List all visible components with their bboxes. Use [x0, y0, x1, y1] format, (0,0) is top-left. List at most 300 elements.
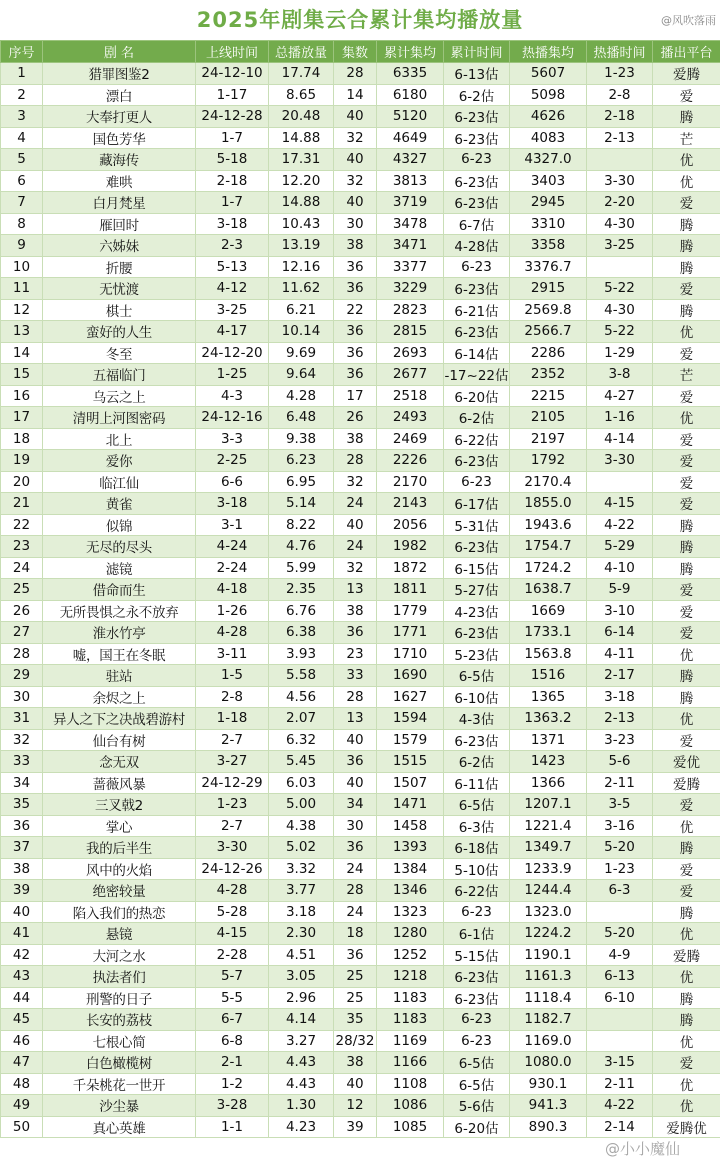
- col-cumulative-avg-cell: 2226: [377, 450, 444, 472]
- col-peak-time-cell: 4-30: [587, 213, 653, 235]
- col-cumulative-time-cell: 6-15估: [444, 557, 510, 579]
- col-title-cell: 真心英雄: [43, 1116, 196, 1138]
- col-cumulative-time-cell: 6-23: [444, 901, 510, 923]
- col-episodes-cell: 24: [334, 536, 377, 558]
- table-row: [1, 407, 720, 429]
- col-peak-time-cell: 1-23: [587, 858, 653, 880]
- col-rank-cell: 8: [1, 213, 43, 235]
- col-release-date-cell: 2-1: [196, 1052, 269, 1074]
- col-cumulative-avg-cell: 2493: [377, 407, 444, 429]
- col-peak-avg-cell: 1161.3: [510, 966, 587, 988]
- col-total-views-cell: 20.48: [269, 106, 334, 128]
- col-episodes-cell: 28: [334, 63, 377, 85]
- col-cumulative-time-cell: 5-10估: [444, 858, 510, 880]
- col-total-views-cell: 17.31: [269, 149, 334, 171]
- col-rank-cell: 22: [1, 514, 43, 536]
- table-row: [1, 987, 720, 1009]
- col-cumulative-time-cell: 6-23: [444, 1009, 510, 1031]
- col-peak-time-cell: 1-29: [587, 342, 653, 364]
- col-total-views-cell: 4.43: [269, 1073, 334, 1095]
- col-title-cell: 雁回时: [43, 213, 196, 235]
- col-peak-avg-cell: 1366: [510, 772, 587, 794]
- col-episodes-cell: 32: [334, 557, 377, 579]
- col-peak-time-cell: 5-20: [587, 923, 653, 945]
- table-row: [1, 772, 720, 794]
- col-cumulative-time-cell: 6-23: [444, 1030, 510, 1052]
- col-total-views-cell: 13.19: [269, 235, 334, 257]
- col-peak-time-cell: 2-14: [587, 1116, 653, 1138]
- table-row: [1, 729, 720, 751]
- col-release-date-cell: 6-8: [196, 1030, 269, 1052]
- col-release-date-cell: 3-3: [196, 428, 269, 450]
- col-episodes-cell: 24: [334, 493, 377, 515]
- col-episodes-cell: 40: [334, 729, 377, 751]
- col-episodes-cell: 35: [334, 1009, 377, 1031]
- col-cumulative-avg-cell: 2469: [377, 428, 444, 450]
- col-cumulative-time-cell: 6-23估: [444, 170, 510, 192]
- col-episodes-cell: 28: [334, 686, 377, 708]
- col-rank-cell: 10: [1, 256, 43, 278]
- col-rank-header: 序号: [1, 41, 43, 63]
- col-peak-time-cell: 4-11: [587, 643, 653, 665]
- col-peak-avg-cell: 2915: [510, 278, 587, 300]
- col-rank-cell: 5: [1, 149, 43, 171]
- col-episodes-cell: 12: [334, 1095, 377, 1117]
- table-row: [1, 1116, 720, 1138]
- col-platform-header: 播出平台: [653, 41, 720, 63]
- col-cumulative-time-cell: 6-23估: [444, 127, 510, 149]
- col-episodes-cell: 14: [334, 84, 377, 106]
- col-rank-cell: 16: [1, 385, 43, 407]
- col-cumulative-avg-cell: 2056: [377, 514, 444, 536]
- table-row: [1, 63, 720, 85]
- col-platform-cell: 爱: [653, 192, 720, 214]
- col-platform-cell: 爱: [653, 493, 720, 515]
- col-total-views-cell: 4.76: [269, 536, 334, 558]
- col-peak-avg-cell: 930.1: [510, 1073, 587, 1095]
- table-row: [1, 643, 720, 665]
- col-episodes-cell: 25: [334, 966, 377, 988]
- col-rank-cell: 50: [1, 1116, 43, 1138]
- col-peak-avg-cell: 5607: [510, 63, 587, 85]
- col-title-cell: 无忧渡: [43, 278, 196, 300]
- col-peak-avg-cell: 3310: [510, 213, 587, 235]
- col-rank-cell: 37: [1, 837, 43, 859]
- col-total-views-cell: 4.56: [269, 686, 334, 708]
- col-platform-cell: 爱: [653, 450, 720, 472]
- col-cumulative-time-cell: 5-15估: [444, 944, 510, 966]
- col-episodes-cell: 36: [334, 837, 377, 859]
- col-rank-cell: 2: [1, 84, 43, 106]
- col-cumulative-time-cell: 6-5估: [444, 665, 510, 687]
- col-peak-time-cell: 3-18: [587, 686, 653, 708]
- col-total-views-cell: 2.07: [269, 708, 334, 730]
- col-episodes-cell: 13: [334, 579, 377, 601]
- col-release-date-cell: 4-3: [196, 385, 269, 407]
- table-row: [1, 299, 720, 321]
- col-title-cell: 大奉打更人: [43, 106, 196, 128]
- col-cumulative-avg-cell: 1384: [377, 858, 444, 880]
- col-peak-time-cell: 2-20: [587, 192, 653, 214]
- col-platform-cell: 腾: [653, 213, 720, 235]
- col-cumulative-time-cell: 6-20估: [444, 1116, 510, 1138]
- col-cumulative-avg-cell: 2823: [377, 299, 444, 321]
- col-release-date-cell: 6-7: [196, 1009, 269, 1031]
- col-episodes-cell: 40: [334, 192, 377, 214]
- col-cumulative-time-cell: 6-18估: [444, 837, 510, 859]
- col-rank-cell: 40: [1, 901, 43, 923]
- col-episodes-cell: 40: [334, 106, 377, 128]
- col-total-views-cell: 3.32: [269, 858, 334, 880]
- col-cumulative-time-cell: 6-23估: [444, 106, 510, 128]
- col-platform-cell: 芒: [653, 127, 720, 149]
- col-peak-avg-cell: 4626: [510, 106, 587, 128]
- col-cumulative-time-cell: 4-3估: [444, 708, 510, 730]
- col-platform-cell: 爱腾: [653, 944, 720, 966]
- col-peak-avg-cell: 1182.7: [510, 1009, 587, 1031]
- table-row: [1, 213, 720, 235]
- col-peak-avg-cell: 2197: [510, 428, 587, 450]
- col-release-date-cell: 4-15: [196, 923, 269, 945]
- col-platform-cell: 优: [653, 149, 720, 171]
- col-total-views-cell: 6.23: [269, 450, 334, 472]
- col-cumulative-avg-cell: 1710: [377, 643, 444, 665]
- col-total-views-cell: 6.38: [269, 622, 334, 644]
- col-rank-cell: 25: [1, 579, 43, 601]
- col-total-views-cell: 2.35: [269, 579, 334, 601]
- col-rank-cell: 28: [1, 643, 43, 665]
- col-peak-avg-cell: 2286: [510, 342, 587, 364]
- col-total-views-cell: 2.96: [269, 987, 334, 1009]
- col-cumulative-avg-cell: 1779: [377, 600, 444, 622]
- col-total-views-cell: 6.03: [269, 772, 334, 794]
- col-cumulative-time-header: 累计时间: [444, 41, 510, 63]
- col-episodes-cell: 36: [334, 256, 377, 278]
- col-cumulative-avg-cell: 1183: [377, 1009, 444, 1031]
- col-peak-avg-cell: 4327.0: [510, 149, 587, 171]
- col-rank-cell: 17: [1, 407, 43, 429]
- col-title-cell: 淮水竹亭: [43, 622, 196, 644]
- col-release-date-cell: 3-11: [196, 643, 269, 665]
- col-cumulative-time-cell: 6-14估: [444, 342, 510, 364]
- col-release-date-cell: 1-26: [196, 600, 269, 622]
- table-row: [1, 84, 720, 106]
- col-release-date-cell: 2-8: [196, 686, 269, 708]
- col-release-date-cell: 1-1: [196, 1116, 269, 1138]
- col-total-views-cell: 5.00: [269, 794, 334, 816]
- col-title-cell: 执法者们: [43, 966, 196, 988]
- col-release-date-cell: 4-24: [196, 536, 269, 558]
- col-release-date-cell: 5-7: [196, 966, 269, 988]
- col-total-views-cell: 3.77: [269, 880, 334, 902]
- col-cumulative-avg-cell: 1108: [377, 1073, 444, 1095]
- col-peak-avg-cell: 1423: [510, 751, 587, 773]
- col-release-date-cell: 5-18: [196, 149, 269, 171]
- col-platform-cell: 爱腾: [653, 63, 720, 85]
- col-cumulative-time-cell: 4-23估: [444, 600, 510, 622]
- col-rank-cell: 13: [1, 321, 43, 343]
- table-row: [1, 471, 720, 493]
- table-row: [1, 428, 720, 450]
- col-rank-cell: 26: [1, 600, 43, 622]
- col-rank-cell: 41: [1, 923, 43, 945]
- col-peak-avg-cell: 1080.0: [510, 1052, 587, 1074]
- col-platform-cell: 爱: [653, 794, 720, 816]
- col-peak-time-cell: [587, 471, 653, 493]
- col-episodes-header: 集数: [334, 41, 377, 63]
- col-cumulative-avg-cell: 1218: [377, 966, 444, 988]
- col-cumulative-time-cell: 6-23估: [444, 966, 510, 988]
- col-release-date-cell: 1-23: [196, 794, 269, 816]
- col-peak-avg-cell: 1207.1: [510, 794, 587, 816]
- col-peak-time-cell: 4-30: [587, 299, 653, 321]
- page-title: 2025年剧集云合累计集均播放量: [196, 8, 524, 32]
- table-row: [1, 256, 720, 278]
- col-cumulative-time-cell: -17~22估: [444, 364, 510, 386]
- col-release-date-cell: 3-28: [196, 1095, 269, 1117]
- col-release-date-cell: 1-17: [196, 84, 269, 106]
- col-release-date-cell: 5-5: [196, 987, 269, 1009]
- col-title-cell: 沙尘暴: [43, 1095, 196, 1117]
- col-episodes-cell: 36: [334, 321, 377, 343]
- col-title-cell: 余烬之上: [43, 686, 196, 708]
- col-episodes-cell: 25: [334, 987, 377, 1009]
- col-rank-cell: 42: [1, 944, 43, 966]
- col-cumulative-avg-cell: 1594: [377, 708, 444, 730]
- col-total-views-cell: 6.76: [269, 600, 334, 622]
- col-release-date-cell: 2-25: [196, 450, 269, 472]
- col-title-cell: 我的后半生: [43, 837, 196, 859]
- col-peak-time-cell: 2-17: [587, 665, 653, 687]
- col-episodes-cell: 22: [334, 299, 377, 321]
- col-platform-cell: 优: [653, 966, 720, 988]
- col-cumulative-avg-cell: 3813: [377, 170, 444, 192]
- col-cumulative-avg-cell: 4649: [377, 127, 444, 149]
- col-episodes-cell: 38: [334, 1052, 377, 1074]
- col-title-cell: 刑警的日子: [43, 987, 196, 1009]
- col-total-views-cell: 3.05: [269, 966, 334, 988]
- col-title-cell: 五福临门: [43, 364, 196, 386]
- col-episodes-cell: 28: [334, 450, 377, 472]
- col-total-views-cell: 9.69: [269, 342, 334, 364]
- col-platform-cell: 爱: [653, 428, 720, 450]
- col-episodes-cell: 40: [334, 514, 377, 536]
- col-title-cell: 长安的荔枝: [43, 1009, 196, 1031]
- col-title-cell: 猎罪图鉴2: [43, 63, 196, 85]
- col-release-date-cell: 4-12: [196, 278, 269, 300]
- col-cumulative-avg-cell: 1872: [377, 557, 444, 579]
- col-total-views-cell: 5.45: [269, 751, 334, 773]
- col-cumulative-avg-cell: 1471: [377, 794, 444, 816]
- col-peak-time-cell: 2-13: [587, 127, 653, 149]
- col-episodes-cell: 36: [334, 278, 377, 300]
- col-platform-cell: 爱腾: [653, 772, 720, 794]
- table-row: [1, 385, 720, 407]
- col-rank-cell: 30: [1, 686, 43, 708]
- table-row: [1, 493, 720, 515]
- col-release-date-cell: 3-1: [196, 514, 269, 536]
- col-release-date-cell: 1-7: [196, 127, 269, 149]
- col-title-cell: 白月梵星: [43, 192, 196, 214]
- col-peak-time-cell: 4-27: [587, 385, 653, 407]
- col-title-cell: 乌云之上: [43, 385, 196, 407]
- col-cumulative-time-cell: 6-5估: [444, 794, 510, 816]
- col-total-views-cell: 8.65: [269, 84, 334, 106]
- col-release-date-cell: 3-18: [196, 213, 269, 235]
- col-peak-avg-cell: 1371: [510, 729, 587, 751]
- col-peak-avg-cell: 1563.8: [510, 643, 587, 665]
- col-peak-time-cell: 2-13: [587, 708, 653, 730]
- col-cumulative-time-cell: 6-3估: [444, 815, 510, 837]
- col-rank-cell: 27: [1, 622, 43, 644]
- col-episodes-cell: 36: [334, 342, 377, 364]
- table-row: [1, 514, 720, 536]
- table-row: [1, 1030, 720, 1052]
- col-platform-cell: 爱: [653, 385, 720, 407]
- col-peak-time-cell: 3-10: [587, 600, 653, 622]
- col-cumulative-time-cell: 5-31估: [444, 514, 510, 536]
- col-cumulative-time-cell: 6-23估: [444, 729, 510, 751]
- col-episodes-cell: 23: [334, 643, 377, 665]
- col-peak-time-cell: 4-22: [587, 514, 653, 536]
- col-release-date-cell: 24-12-28: [196, 106, 269, 128]
- col-cumulative-time-cell: 6-5估: [444, 1073, 510, 1095]
- col-platform-cell: 爱: [653, 579, 720, 601]
- col-release-date-header: 上线时间: [196, 41, 269, 63]
- col-title-cell: 国色芳华: [43, 127, 196, 149]
- col-title-cell: 黄雀: [43, 493, 196, 515]
- col-title-cell: 清明上河图密码: [43, 407, 196, 429]
- col-title-cell: 嘘，国王在冬眠: [43, 643, 196, 665]
- col-title-cell: 异人之下之决战碧游村: [43, 708, 196, 730]
- col-peak-time-cell: 4-9: [587, 944, 653, 966]
- col-episodes-cell: 18: [334, 923, 377, 945]
- col-peak-time-cell: 1-23: [587, 63, 653, 85]
- col-title-cell: 漂白: [43, 84, 196, 106]
- col-platform-cell: 爱: [653, 471, 720, 493]
- col-rank-cell: 14: [1, 342, 43, 364]
- col-title-cell: 无尽的尽头: [43, 536, 196, 558]
- col-title-cell: 藏海传: [43, 149, 196, 171]
- col-total-views-cell: 6.48: [269, 407, 334, 429]
- table-row: [1, 944, 720, 966]
- col-episodes-cell: 32: [334, 471, 377, 493]
- col-platform-cell: 优: [653, 815, 720, 837]
- col-peak-avg-cell: 2170.4: [510, 471, 587, 493]
- col-peak-time-cell: 1-16: [587, 407, 653, 429]
- col-rank-cell: 47: [1, 1052, 43, 1074]
- col-cumulative-avg-cell: 2170: [377, 471, 444, 493]
- col-release-date-cell: 24-12-16: [196, 407, 269, 429]
- col-title-cell: 冬至: [43, 342, 196, 364]
- col-peak-avg-cell: 2945: [510, 192, 587, 214]
- col-release-date-cell: 5-13: [196, 256, 269, 278]
- col-peak-avg-cell: 1754.7: [510, 536, 587, 558]
- col-total-views-cell: 12.16: [269, 256, 334, 278]
- table-row: [1, 364, 720, 386]
- col-platform-cell: 爱: [653, 622, 720, 644]
- col-release-date-cell: 2-18: [196, 170, 269, 192]
- col-peak-avg-cell: 1244.4: [510, 880, 587, 902]
- col-platform-cell: 爱: [653, 342, 720, 364]
- col-peak-time-cell: 5-29: [587, 536, 653, 558]
- col-title-cell: 蔷薇风暴: [43, 772, 196, 794]
- col-peak-avg-cell: 5098: [510, 84, 587, 106]
- table-row: [1, 966, 720, 988]
- col-total-views-cell: 5.99: [269, 557, 334, 579]
- col-peak-time-cell: 3-16: [587, 815, 653, 837]
- col-release-date-cell: 24-12-26: [196, 858, 269, 880]
- col-cumulative-avg-cell: 1627: [377, 686, 444, 708]
- table-row: [1, 708, 720, 730]
- col-rank-cell: 1: [1, 63, 43, 85]
- col-release-date-cell: 1-25: [196, 364, 269, 386]
- col-peak-time-cell: 3-8: [587, 364, 653, 386]
- table-row: [1, 622, 720, 644]
- col-peak-time-cell: 2-8: [587, 84, 653, 106]
- col-cumulative-time-cell: 6-22估: [444, 880, 510, 902]
- col-episodes-cell: 38: [334, 235, 377, 257]
- col-platform-cell: 腾: [653, 536, 720, 558]
- col-total-views-cell: 3.27: [269, 1030, 334, 1052]
- col-rank-cell: 31: [1, 708, 43, 730]
- col-episodes-cell: 36: [334, 944, 377, 966]
- col-peak-avg-cell: 3376.7: [510, 256, 587, 278]
- col-cumulative-time-cell: 6-17估: [444, 493, 510, 515]
- col-episodes-cell: 33: [334, 665, 377, 687]
- table-row: [1, 837, 720, 859]
- col-cumulative-time-cell: 6-5估: [444, 1052, 510, 1074]
- col-release-date-cell: 4-28: [196, 880, 269, 902]
- col-episodes-cell: 30: [334, 815, 377, 837]
- table-row: [1, 751, 720, 773]
- col-platform-cell: 优: [653, 923, 720, 945]
- col-release-date-cell: 1-7: [196, 192, 269, 214]
- col-peak-time-cell: 6-13: [587, 966, 653, 988]
- col-cumulative-avg-cell: 6335: [377, 63, 444, 85]
- col-title-cell: 大河之水: [43, 944, 196, 966]
- col-total-views-cell: 9.38: [269, 428, 334, 450]
- col-cumulative-avg-cell: 1579: [377, 729, 444, 751]
- col-cumulative-avg-cell: 1771: [377, 622, 444, 644]
- col-peak-avg-cell: 1118.4: [510, 987, 587, 1009]
- col-title-cell: 滤镜: [43, 557, 196, 579]
- col-platform-cell: 腾: [653, 106, 720, 128]
- table-row: [1, 342, 720, 364]
- col-total-views-cell: 4.28: [269, 385, 334, 407]
- col-title-cell: 绝密较量: [43, 880, 196, 902]
- col-total-views-cell: 6.32: [269, 729, 334, 751]
- col-peak-time-cell: 5-9: [587, 579, 653, 601]
- col-platform-cell: 优: [653, 407, 720, 429]
- col-rank-cell: 43: [1, 966, 43, 988]
- col-cumulative-avg-cell: 1252: [377, 944, 444, 966]
- col-total-views-cell: 5.14: [269, 493, 334, 515]
- col-total-views-cell: 5.58: [269, 665, 334, 687]
- table-row: [1, 880, 720, 902]
- col-total-views-cell: 3.93: [269, 643, 334, 665]
- col-release-date-cell: 1-2: [196, 1073, 269, 1095]
- col-platform-cell: 腾: [653, 1009, 720, 1031]
- col-cumulative-avg-cell: 1280: [377, 923, 444, 945]
- table-row: [1, 1009, 720, 1031]
- col-title-cell: 似锦: [43, 514, 196, 536]
- col-platform-cell: 爱: [653, 84, 720, 106]
- col-rank-cell: 35: [1, 794, 43, 816]
- col-platform-cell: 腾: [653, 299, 720, 321]
- col-total-views-cell: 17.74: [269, 63, 334, 85]
- col-cumulative-avg-cell: 1982: [377, 536, 444, 558]
